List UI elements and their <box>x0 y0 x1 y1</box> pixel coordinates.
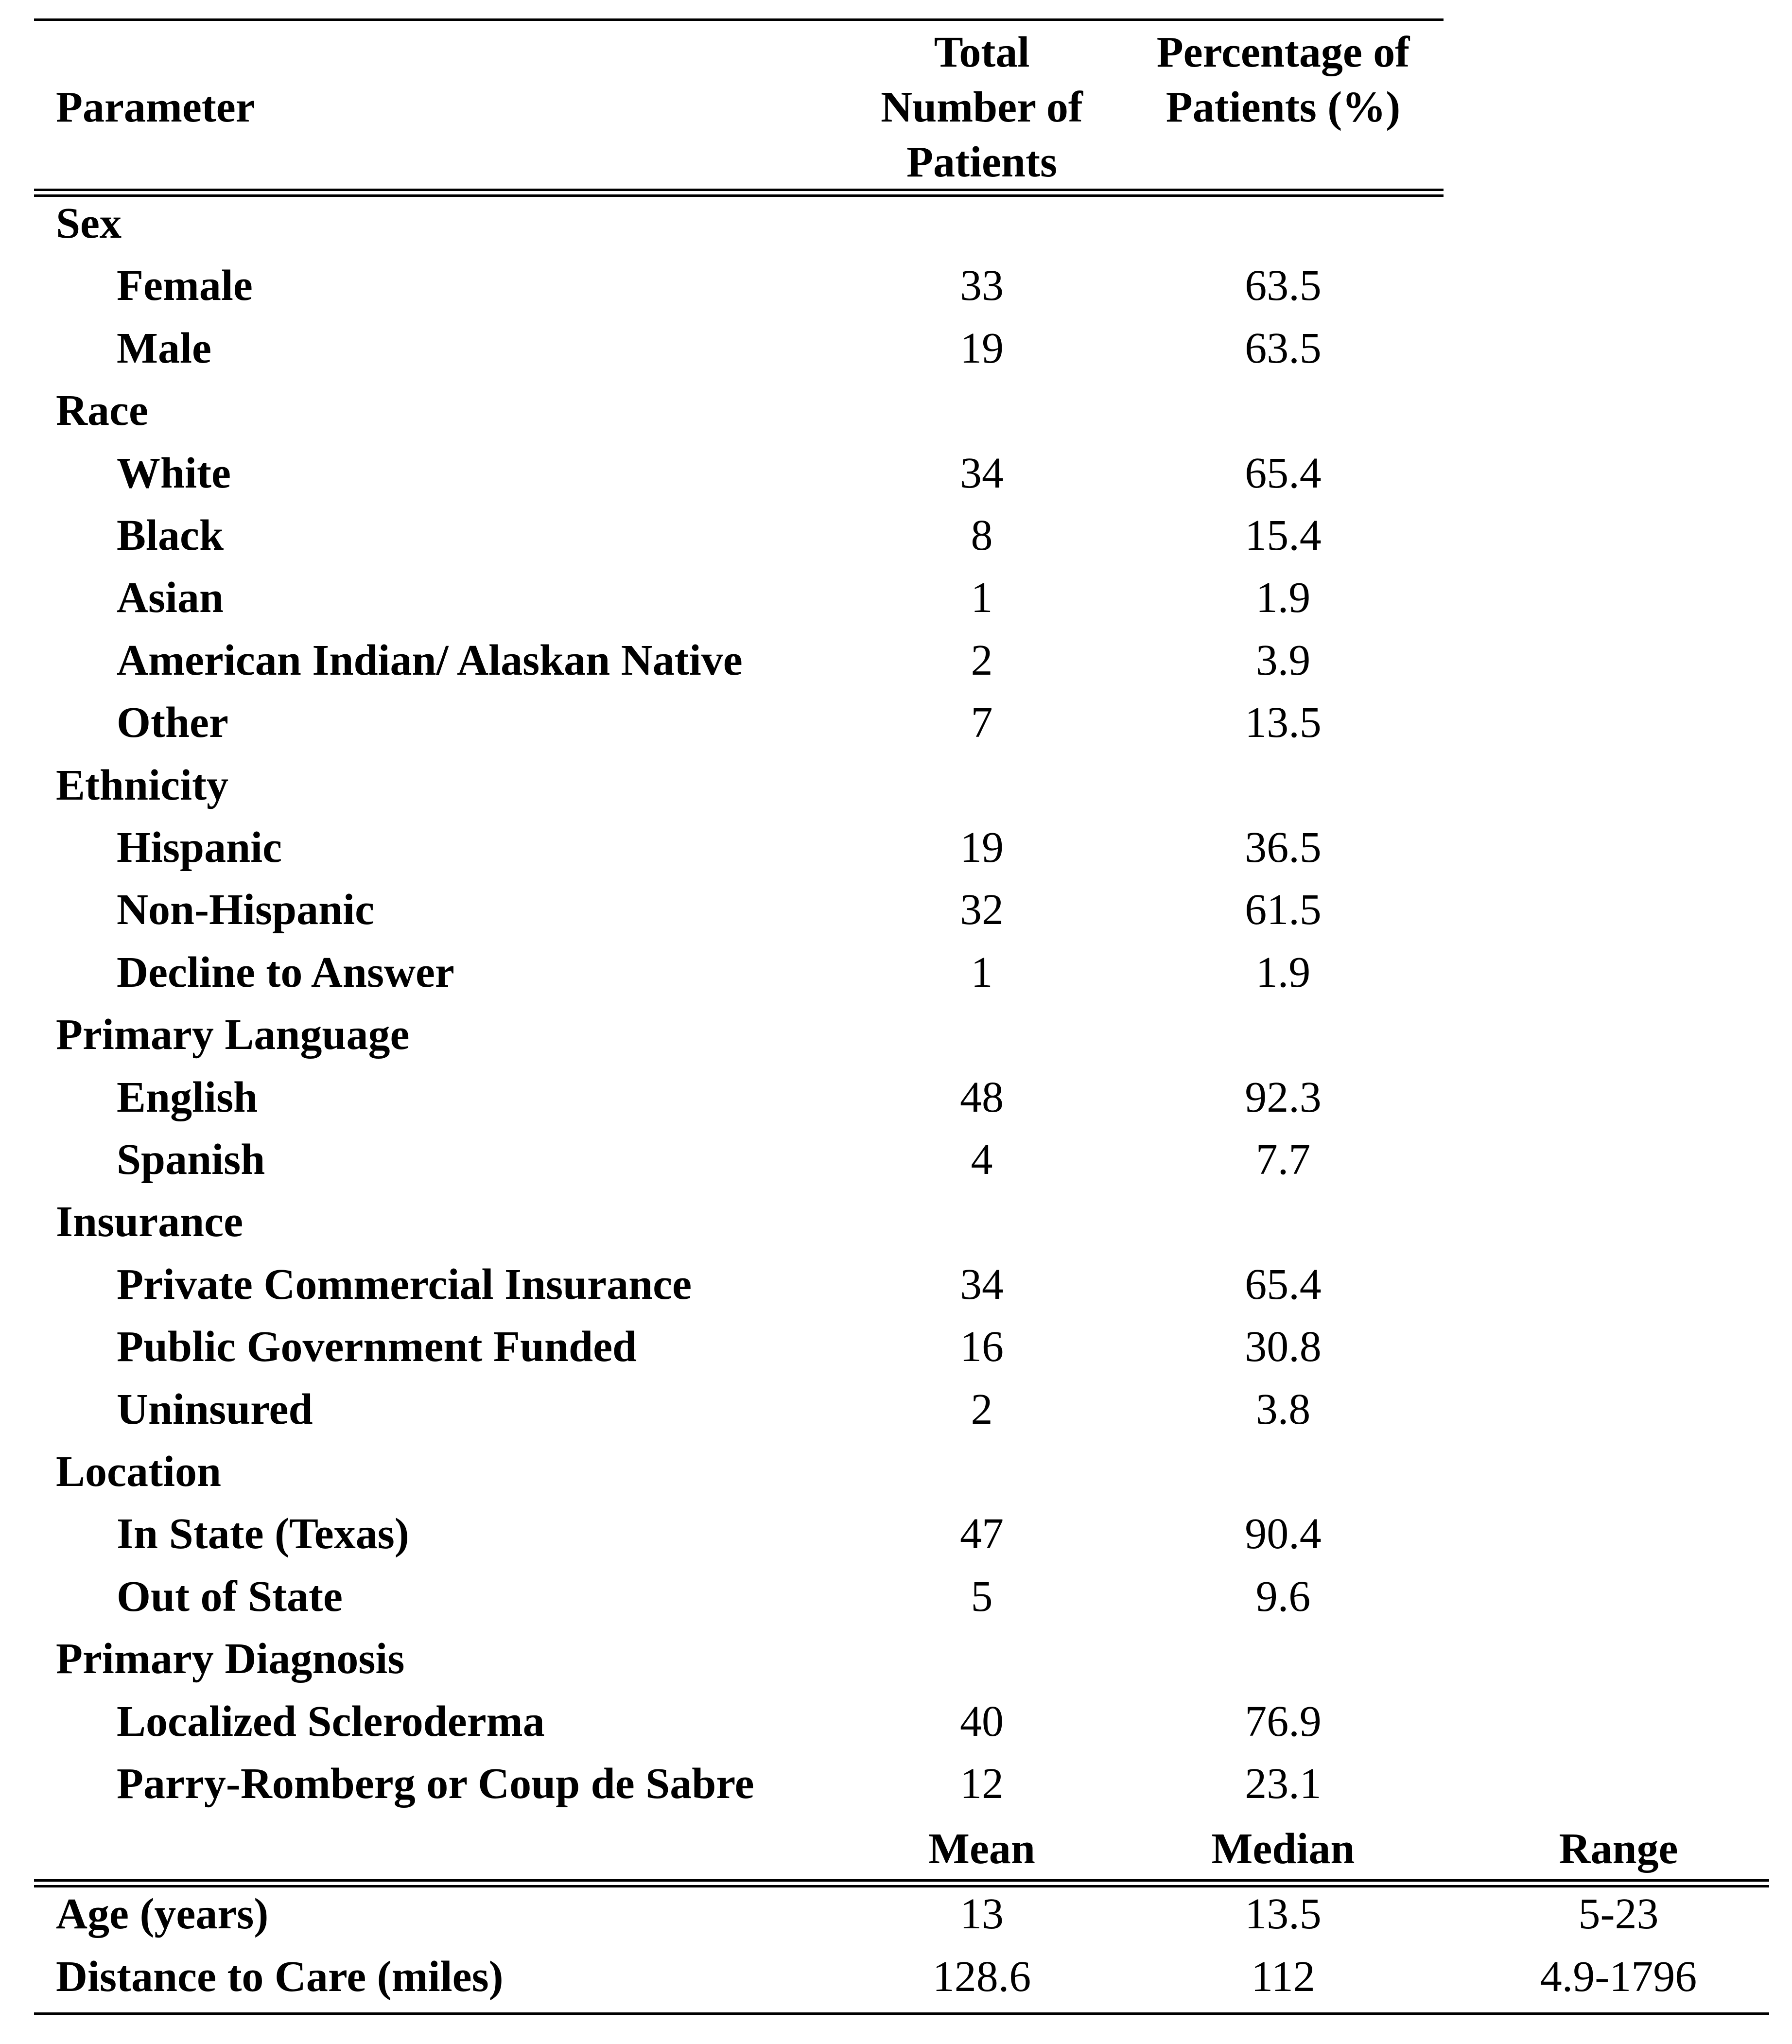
row-percent: 7.7 <box>1255 1136 1311 1184</box>
row-label: In State (Texas) <box>117 1510 409 1558</box>
row-label: American Indian/ Alaskan Native <box>117 636 743 684</box>
row-count: 32 <box>960 886 1004 934</box>
row-label: English <box>117 1073 258 1121</box>
row-percent: 63.5 <box>1245 324 1322 372</box>
row-label: Private Commercial Insurance <box>117 1260 692 1309</box>
stats-row-age-mean: 13 <box>960 1890 1004 1938</box>
category-label: Primary Language <box>56 1011 410 1059</box>
row-count: 16 <box>960 1323 1004 1371</box>
row-count: 7 <box>971 699 993 747</box>
row-label: Uninsured <box>117 1385 313 1433</box>
stats-header-mean: Mean <box>928 1825 1035 1873</box>
category-label: Race <box>56 386 148 435</box>
row-percent: 90.4 <box>1245 1510 1322 1558</box>
header-pct-line2: Patients (%) <box>1166 83 1401 131</box>
category-label: Insurance <box>56 1198 244 1246</box>
header-rule-b <box>34 194 1444 197</box>
category-label: Ethnicity <box>56 761 229 809</box>
row-percent: 65.4 <box>1245 1260 1322 1309</box>
row-count: 5 <box>971 1572 993 1621</box>
row-count: 1 <box>971 948 993 996</box>
row-label: Parry-Romberg or Coup de Sabre <box>117 1760 754 1808</box>
row-count: 34 <box>960 1260 1004 1309</box>
row-count: 33 <box>960 262 1004 310</box>
category-label: Location <box>56 1448 222 1496</box>
header-total-line1: Total <box>934 28 1030 76</box>
row-percent: 3.8 <box>1255 1385 1311 1433</box>
row-label: Non-Hispanic <box>117 886 375 934</box>
row-percent: 1.9 <box>1255 948 1311 996</box>
header-parameter: Parameter <box>56 83 255 131</box>
stats-rule-a <box>34 1879 1769 1882</box>
row-percent: 23.1 <box>1245 1760 1322 1808</box>
row-count: 12 <box>960 1760 1004 1808</box>
header-pct-line1: Percentage of <box>1156 28 1410 76</box>
row-label: Male <box>117 324 211 372</box>
top-rule <box>34 18 1444 21</box>
row-count: 47 <box>960 1510 1004 1558</box>
row-count: 2 <box>971 1385 993 1433</box>
bottom-rule <box>34 2012 1769 2015</box>
row-percent: 30.8 <box>1245 1323 1322 1371</box>
row-label: Decline to Answer <box>117 948 454 996</box>
row-label: Hispanic <box>117 823 282 872</box>
row-percent: 76.9 <box>1245 1697 1322 1746</box>
stats-row-distance-range: 4.9-1796 <box>1540 1953 1697 2001</box>
row-percent: 63.5 <box>1245 262 1322 310</box>
category-label: Sex <box>56 199 122 247</box>
row-label: White <box>117 449 231 497</box>
stats-row-distance-mean: 128.6 <box>932 1953 1031 2001</box>
row-count: 19 <box>960 324 1004 372</box>
row-count: 2 <box>971 636 993 684</box>
row-label: Black <box>117 511 224 559</box>
row-label: Out of State <box>117 1572 343 1621</box>
row-count: 4 <box>971 1136 993 1184</box>
row-percent: 36.5 <box>1245 823 1322 872</box>
row-label: Female <box>117 262 253 310</box>
stats-row-age-label: Age (years) <box>56 1890 269 1938</box>
row-count: 34 <box>960 449 1004 497</box>
row-label: Spanish <box>117 1136 265 1184</box>
stats-header-median: Median <box>1211 1825 1355 1873</box>
category-label: Primary Diagnosis <box>56 1635 405 1683</box>
stats-row-distance-label: Distance to Care (miles) <box>56 1953 504 2001</box>
header-total-line3: Patients <box>906 138 1057 186</box>
row-label: Public Government Funded <box>117 1323 637 1371</box>
stats-row-age-range: 5-23 <box>1578 1890 1659 1938</box>
row-percent: 1.9 <box>1255 574 1311 622</box>
header-rule-a <box>34 189 1444 191</box>
stats-row-distance-median: 112 <box>1251 1953 1315 2001</box>
row-label: Localized Scleroderma <box>117 1697 545 1746</box>
row-label: Other <box>117 699 228 747</box>
row-percent: 15.4 <box>1245 511 1322 559</box>
row-count: 40 <box>960 1697 1004 1746</box>
row-percent: 3.9 <box>1255 636 1311 684</box>
row-percent: 61.5 <box>1245 886 1322 934</box>
row-count: 19 <box>960 823 1004 872</box>
row-count: 48 <box>960 1073 1004 1121</box>
stats-header-range: Range <box>1559 1825 1678 1873</box>
row-count: 8 <box>971 511 993 559</box>
row-percent: 9.6 <box>1255 1572 1311 1621</box>
row-count: 1 <box>971 574 993 622</box>
row-label: Asian <box>117 574 224 622</box>
stats-row-age-median: 13.5 <box>1245 1890 1322 1938</box>
row-percent: 92.3 <box>1245 1073 1322 1121</box>
row-percent: 13.5 <box>1245 699 1322 747</box>
row-percent: 65.4 <box>1245 449 1322 497</box>
header-total-line2: Number of <box>881 83 1083 131</box>
